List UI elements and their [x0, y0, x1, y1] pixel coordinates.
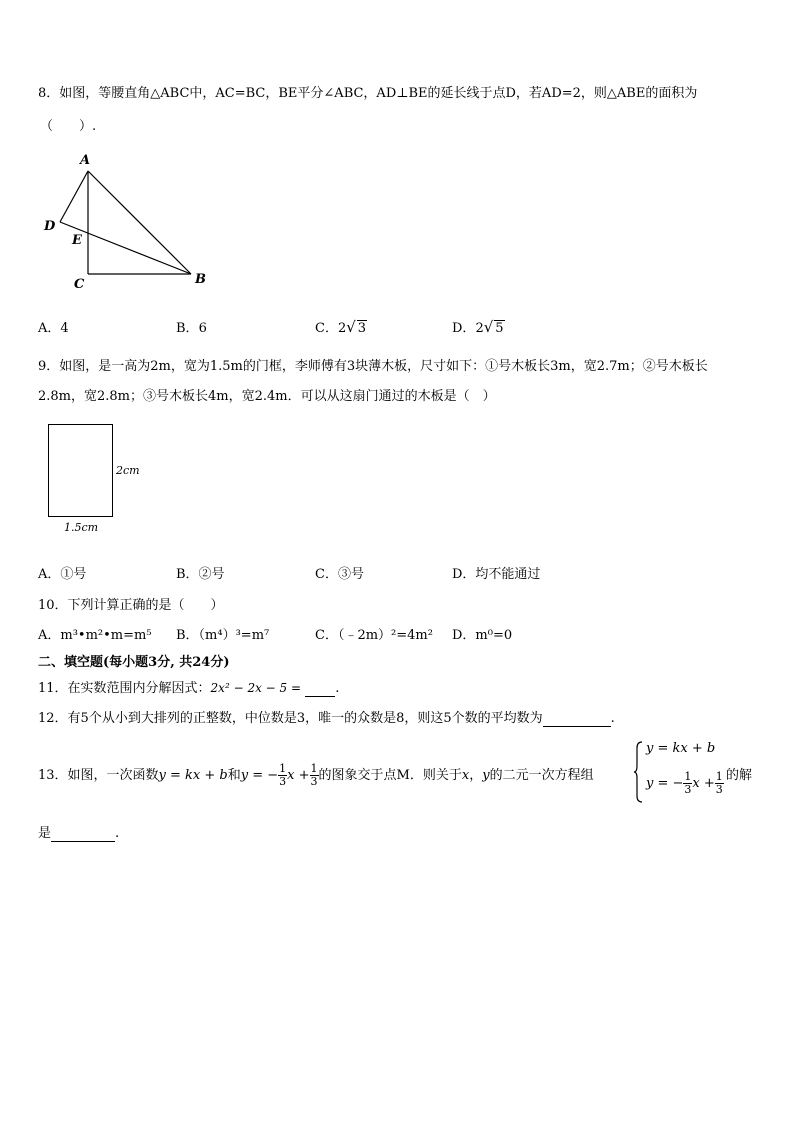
q11-expression: 2x² − 2x − 5 = — [210, 681, 302, 695]
q8-option-b[interactable]: B．6 — [176, 321, 207, 336]
q11-answer-blank[interactable] — [305, 681, 335, 697]
q13-line1: 13．如图，一次函数y = kx + b和y = − $\frac{1}{3}$ x + $\frac{1}{3}$ 的图象交于点M．则关于x，y的二元一次方程组 — [38, 762, 594, 788]
q12-answer-blank[interactable] — [543, 711, 611, 727]
label-E: E — [72, 233, 82, 248]
q13-func1: y = kx + b — [158, 768, 228, 783]
q9-option-b[interactable]: B．②号 — [176, 567, 225, 582]
label-A: A — [80, 153, 91, 168]
q8-option-c[interactable]: C．2√ 3 — [315, 318, 367, 336]
q13-system-brace — [634, 740, 644, 804]
label-B: B — [195, 272, 206, 287]
q8-triangle-figure — [30, 148, 230, 293]
label-C: C — [74, 277, 85, 292]
q9-stem-line1: 9．如图，是一高为2m，宽为1.5m的门框，李师傅有3块薄木板，尺寸如下：①号木板长3m，宽2.7m；②号木板长 — [38, 359, 708, 374]
q8-stem-line1: 8．如图，等腰直角△ABC中，AC=BC，BE平分∠ABC，AD⊥BE的延长线于点D，若AD=2，则△ABE的面积为 — [38, 86, 698, 101]
q13-line1-end: 的解 — [726, 768, 753, 783]
q13-answer-blank[interactable] — [51, 826, 115, 842]
q10-option-a[interactable]: A．m³•m²•m=m⁵ — [38, 628, 152, 643]
q10-option-c[interactable]: C．（﹣2m）²=4m² — [315, 628, 433, 643]
q8-option-a[interactable]: A．4 — [38, 321, 69, 336]
section-title-fill-in: 二、填空题(每小题3分, 共24分) — [38, 655, 230, 670]
q9-option-c[interactable]: C．③号 — [315, 567, 364, 582]
q11-line: 11．在实数范围内分解因式：2x² − 2x − 5 = . — [38, 681, 340, 696]
q9-stem-line2: 2.8m，宽2.8m；③号木板长4m，宽2.4m．可以从这扇门通过的木板是（ ） — [38, 389, 496, 404]
q13-line2: 是 . — [38, 826, 120, 841]
q9-door-height-label: 2cm — [116, 464, 140, 477]
q10-stem: 10．下列计算正确的是（ ） — [38, 598, 224, 613]
label-D: D — [44, 219, 56, 234]
q10-option-b[interactable]: B．（m⁴）³=m⁷ — [176, 628, 270, 643]
q13-frac-b: $\frac{1}{3}$ — [310, 762, 318, 788]
q9-option-a[interactable]: A．①号 — [38, 567, 87, 582]
q8-stem-line2: （ ）. — [40, 119, 97, 134]
q9-option-d[interactable]: D．均不能通过 — [452, 567, 541, 582]
q13-frac-a: $\frac{1}{3}$ — [279, 762, 287, 788]
q8-option-d[interactable]: D．2√ 5 — [452, 318, 504, 336]
q10-option-d[interactable]: D．m⁰=0 — [452, 628, 513, 643]
q9-door-width-label: 1.5cm — [64, 521, 99, 534]
q13-system-eq1: y = kx + b — [646, 741, 716, 756]
q12-line: 12．有5个从小到大排列的正整数，中位数是3，唯一的众数是8，则这5个数的平均数为 . — [38, 711, 615, 726]
q9-door-frame — [48, 424, 113, 517]
q13-system-eq2: y = − $\frac{1}{3}$ x + $\frac{1}{3}$ — [646, 770, 723, 796]
